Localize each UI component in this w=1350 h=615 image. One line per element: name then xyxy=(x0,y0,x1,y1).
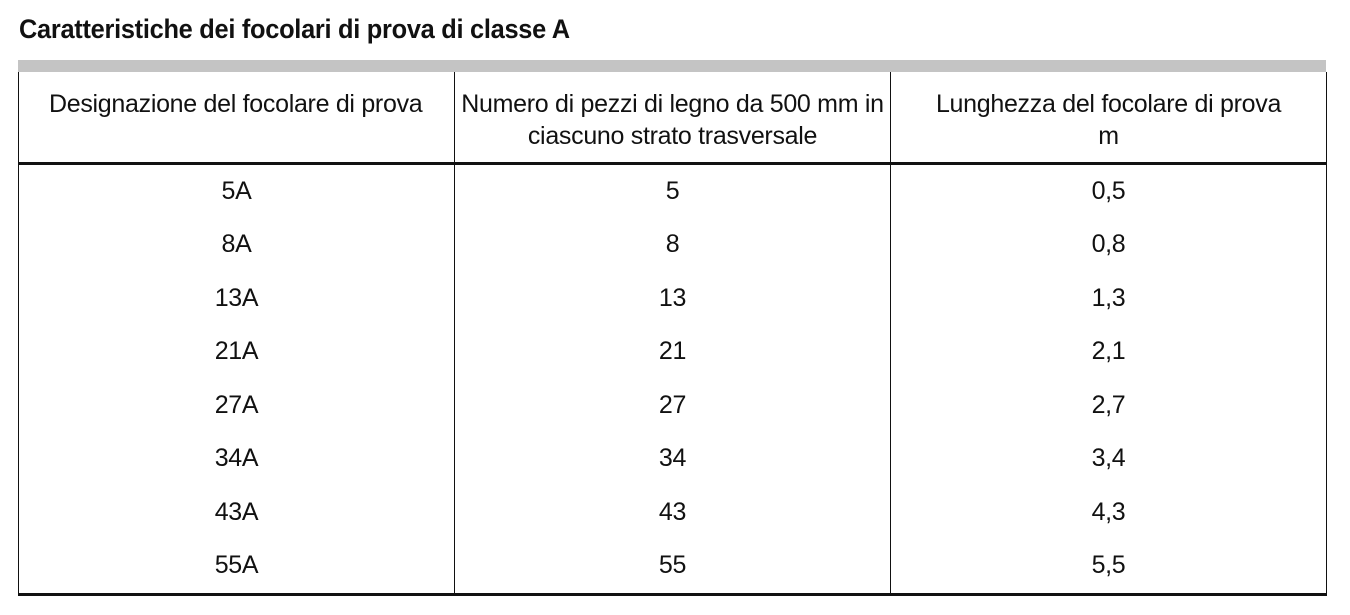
cell-length: 0,8 xyxy=(891,218,1327,272)
header-wood-pieces-line-2: ciascuno strato trasversale xyxy=(527,122,818,150)
table-top-bar xyxy=(18,60,1326,72)
cell-designation: 55A xyxy=(19,539,455,594)
cell-length: 0,5 xyxy=(891,163,1327,218)
cell-wood-pieces: 43 xyxy=(455,486,891,540)
cell-wood-pieces: 34 xyxy=(455,432,891,486)
table-row xyxy=(19,272,1327,326)
cell-length: 1,3 xyxy=(891,272,1327,326)
cell-length: 4,3 xyxy=(891,486,1327,540)
table-row xyxy=(19,218,1327,272)
cell-wood-pieces: 5 xyxy=(455,163,891,218)
header-length-line-1: Lunghezza del focolare di prova xyxy=(935,90,1282,118)
cell-designation: 5A xyxy=(19,163,455,218)
header-wood-pieces-line-1: Numero di pezzi di legno da 500 mm in xyxy=(461,90,884,118)
cell-wood-pieces: 27 xyxy=(455,379,891,433)
table-body xyxy=(19,163,1327,594)
header-length-unit: m xyxy=(1098,122,1119,150)
cell-wood-pieces: 55 xyxy=(455,539,891,594)
cell-wood-pieces: 8 xyxy=(455,218,891,272)
page-title: Caratteristiche dei focolari di prova di classe A xyxy=(19,14,570,44)
table-row xyxy=(19,163,1327,218)
header-length xyxy=(891,72,1327,163)
cell-designation: 27A xyxy=(19,379,455,433)
characteristics-table xyxy=(18,72,1327,596)
cell-wood-pieces: 21 xyxy=(455,325,891,379)
cell-designation: 21A xyxy=(19,325,455,379)
table-row xyxy=(19,486,1327,540)
header-wood-pieces xyxy=(455,72,891,163)
cell-wood-pieces: 13 xyxy=(455,272,891,326)
cell-length: 3,4 xyxy=(891,432,1327,486)
cell-designation: 43A xyxy=(19,486,455,540)
cell-designation: 34A xyxy=(19,432,455,486)
table-row xyxy=(19,432,1327,486)
cell-length: 5,5 xyxy=(891,539,1327,594)
cell-length: 2,1 xyxy=(891,325,1327,379)
table-row xyxy=(19,325,1327,379)
cell-designation: 8A xyxy=(19,218,455,272)
header-designation-line-1: Designazione del focolare di prova xyxy=(49,90,423,118)
fire-test-table xyxy=(18,60,1326,596)
table-row xyxy=(19,379,1327,433)
cell-designation: 13A xyxy=(19,272,455,326)
table-row xyxy=(19,539,1327,594)
cell-length: 2,7 xyxy=(891,379,1327,433)
header-row xyxy=(19,72,1327,163)
header-designation xyxy=(19,72,455,163)
